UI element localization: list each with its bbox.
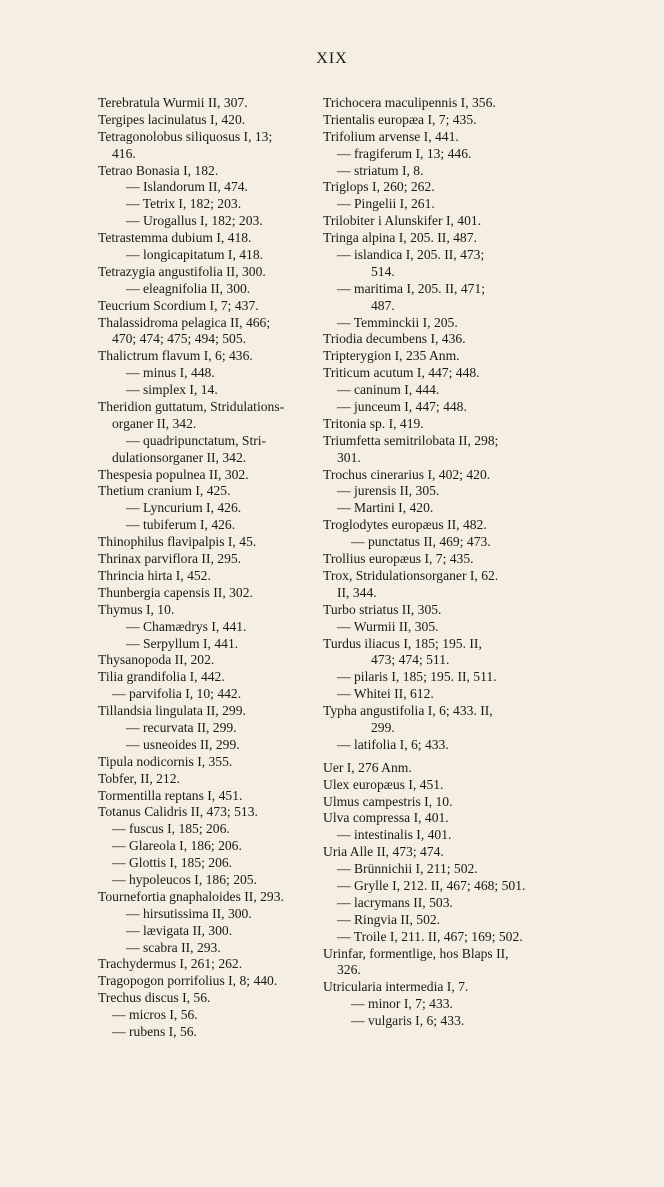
index-entry: — Chamædrys I, 441. (126, 618, 247, 634)
index-entry: Triumfetta semitrilobata II, 298; (323, 432, 499, 448)
index-entry: — Wurmii II, 305. (337, 618, 439, 634)
index-entry: 299. (371, 719, 395, 735)
index-entry: — Glareola I, 186; 206. (112, 838, 242, 854)
index-entry: — micros I, 56. (112, 1007, 198, 1023)
index-entry: II, 344. (337, 584, 377, 600)
index-entry: 487. (371, 297, 395, 313)
index-entry: — recurvata II, 299. (126, 719, 237, 735)
index-entry: 514. (371, 263, 395, 279)
index-entry: Trientalis europæa I, 7; 435. (323, 111, 477, 127)
index-entry: — scabra II, 293. (126, 939, 221, 955)
index-entry: Uria Alle II, 473; 474. (323, 844, 444, 860)
index-entry: Thalictrum flavum I, 6; 436. (98, 348, 253, 364)
index-entry: — Whitei II, 612. (337, 686, 434, 702)
index-entry: Thetium cranium I, 425. (98, 483, 231, 499)
index-entry: Trilobiter i Alunskifer I, 401. (323, 213, 482, 229)
index-entry: — Ringvia II, 502. (337, 911, 441, 927)
index-entry: — simplex I, 14. (126, 382, 218, 398)
index-entry: — quadripunctatum, Stri- (126, 432, 267, 448)
right-column (323, 95, 553, 1030)
index-entry: — Islandorum II, 474. (126, 179, 248, 195)
index-entry: — maritima I, 205. II, 471; (337, 280, 485, 296)
index-entry: — Troile I, 211. II, 467; 169; 502. (337, 928, 523, 944)
index-entry: — junceum I, 447; 448. (337, 399, 467, 415)
index-entry: — hirsutissima II, 300. (126, 905, 252, 921)
index-entry: Tormentilla reptans I, 451. (98, 787, 243, 803)
index-entry: Tetrao Bonasia I, 182. (98, 162, 219, 178)
index-entry: Tetrastemma dubium I, 418. (98, 230, 252, 246)
index-entry: Turdus iliacus I, 185; 195. II, (323, 635, 482, 651)
index-entry: — intestinalis I, 401. (337, 827, 452, 843)
index-entry: Tetragonolobus siliquosus I, 13; (98, 128, 273, 144)
index-entry: — Serpyllum I, 441. (126, 635, 239, 651)
index-entry: organer II, 342. (112, 415, 197, 431)
index-entry: Thymus I, 10. (98, 601, 175, 617)
index-entry: — Urogallus I, 182; 203. (126, 213, 263, 229)
index-entry: Tritonia sp. I, 419. (323, 415, 424, 431)
index-entry: — lævigata II, 300. (126, 922, 233, 938)
index-entry: — jurensis II, 305. (337, 483, 440, 499)
page-number: XIX (316, 50, 348, 67)
index-entry: — tubiferum I, 426. (126, 517, 236, 533)
index-entry: Urinfar, formentlige, hos Blaps II, (323, 945, 509, 961)
index-entry: — Glottis I, 185; 206. (112, 855, 233, 871)
index-entry: Tripterygion I, 235 Anm. (323, 348, 460, 364)
index-entry: Utricularia intermedia I, 7. (323, 979, 469, 995)
index-entry: dulationsorganer II, 342. (112, 449, 247, 465)
left-column (98, 95, 313, 1041)
index-entry: — hypoleucos I, 186; 205. (112, 871, 257, 887)
index-entry: — punctatus II, 469; 473. (351, 534, 491, 550)
index-entry: Tergipes lacinulatus I, 420. (98, 111, 246, 127)
index-entry: Tringa alpina I, 205. II, 487. (323, 230, 477, 246)
index-entry: Tipula nodicornis I, 355. (98, 753, 233, 769)
index-entry: — Lyncurium I, 426. (126, 500, 242, 516)
index-entry: — parvifolia I, 10; 442. (112, 686, 242, 702)
index-entry: — eleagnifolia II, 300. (126, 280, 251, 296)
index-entry: — minus I, 448. (126, 365, 215, 381)
index-entry: Tillandsia lingulata II, 299. (98, 703, 246, 719)
index-entry: Tetrazygia angustifolia II, 300. (98, 263, 266, 279)
index-entry: Triticum acutum I, 447; 448. (323, 365, 480, 381)
index-entry: Terebratula Wurmii II, 307. (98, 95, 248, 110)
index-entry: Ulmus campestris I, 10. (323, 793, 453, 809)
index-entry: Theridion guttatum, Stridulations- (98, 399, 285, 415)
index-entry: — longicapitatum I, 418. (126, 247, 264, 263)
index-entry: Teucrium Scordium I, 7; 437. (98, 297, 259, 313)
index-entry: — minor I, 7; 433. (351, 996, 453, 1012)
index-entry: Trechus discus I, 56. (98, 990, 211, 1006)
index-entry: — caninum I, 444. (337, 382, 440, 398)
index-entry: Thalassidroma pelagica II, 466; (98, 314, 271, 330)
index-entry: Thrinax parviflora II, 295. (98, 551, 242, 567)
index-entry: Tilia grandifolia I, 442. (98, 669, 225, 685)
index-entry: — Pingelii I, 261. (337, 196, 435, 212)
index-entry: — Grylle I, 212. II, 467; 468; 501. (337, 877, 526, 893)
index-entry: — latifolia I, 6; 433. (337, 736, 449, 752)
index-entry: Tobfer, II, 212. (98, 770, 180, 786)
index-entry: — Martini I, 420. (337, 500, 434, 516)
index-entry: Troglodytes europæus II, 482. (323, 517, 487, 533)
index-entry: — rubens I, 56. (112, 1023, 197, 1039)
index-entry: Thysanopoda II, 202. (98, 652, 215, 668)
index-entry: Ulva compressa I, 401. (323, 810, 449, 826)
index-entry: — Tetrix I, 182; 203. (126, 196, 242, 212)
index-entry: Trichocera maculipennis I, 356. (323, 95, 496, 110)
index-entry: — fuscus I, 185; 206. (112, 821, 230, 837)
index-entry: 301. (337, 449, 361, 465)
index-entry: Trox, Stridulationsorganer I, 62. (323, 567, 499, 583)
index-entry: — pilaris I, 185; 195. II, 511. (337, 669, 497, 685)
index-entry: — Brünnichii I, 211; 502. (337, 861, 478, 877)
index-entry: Totanus Calidris II, 473; 513. (98, 804, 258, 820)
index-entry: 473; 474; 511. (371, 652, 450, 668)
index-entry: — usneoides II, 299. (126, 736, 240, 752)
index-entry: — vulgaris I, 6; 433. (351, 1013, 465, 1029)
index-entry: Thunbergia capensis II, 302. (98, 584, 253, 600)
index-entry: Turbo striatus II, 305. (323, 601, 442, 617)
index-entry: Tragopogon porrifolius I, 8; 440. (98, 973, 278, 989)
index-entry: Trochus cinerarius I, 402; 420. (323, 466, 491, 482)
index-entry: Trachydermus I, 261; 262. (98, 956, 243, 972)
index-entry: Thespesia populnea II, 302. (98, 466, 249, 482)
index-entry: Ulex europæus I, 451. (323, 776, 444, 792)
index-entry: — lacrymans II, 503. (337, 894, 453, 910)
index-entry: Trollius europæus I, 7; 435. (323, 551, 474, 567)
index-entry: Thrincia hirta I, 452. (98, 567, 211, 583)
index-entry: 416. (112, 145, 136, 161)
index-entry: 326. (337, 962, 361, 978)
index-entry: — striatum I, 8. (337, 162, 424, 178)
index-entry: Typha angustifolia I, 6; 433. II, (323, 703, 493, 719)
index-entry: — Temminckii I, 205. (337, 314, 458, 330)
index-entry: Triodia decumbens I, 436. (323, 331, 466, 347)
index-entry: Thinophilus flavipalpis I, 45. (98, 534, 257, 550)
index-entry: — fragiferum I, 13; 446. (337, 145, 472, 161)
index-entry: Trifolium arvense I, 441. (323, 128, 459, 144)
index-entry: Uer I, 276 Anm. (323, 759, 412, 775)
index-entry: Triglops I, 260; 262. (323, 179, 435, 195)
index-entry: Tournefortia gnaphaloides II, 293. (98, 888, 284, 904)
index-entry: — islandica I, 205. II, 473; (337, 247, 485, 263)
index-entry: 470; 474; 475; 494; 505. (112, 331, 247, 347)
